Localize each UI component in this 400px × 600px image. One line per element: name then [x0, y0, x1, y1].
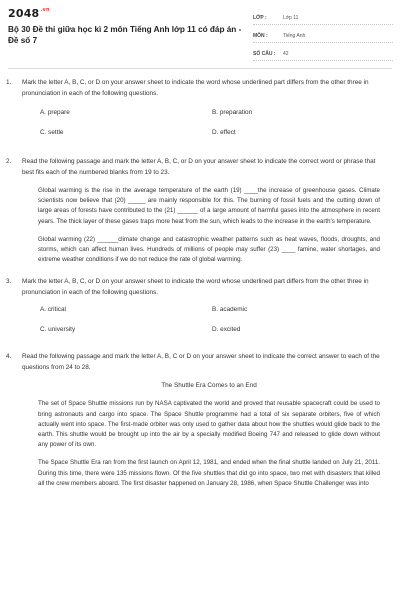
question-2-paragraph-2: Global warming (22) ______climate change and catastrophic weather patterns such as heat waves, floods, droughts, and storms, which can affect human lives. Hundreds of millions of people may suffer (23) ____ famine, water shortages, and extreme weather conditions if we do not reduce the rate of global warming. — [38, 235, 380, 264]
question-2-text: Read the following passage and mark the letter A, B, C, or D on your answer sheet to indicate the correct word or phrase that best fits each of the numbered blanks from 19 to 23. — [22, 158, 376, 176]
option-a[interactable]: A. prepare — [40, 109, 70, 116]
question-1: 1. Mark the letter A, B, C, or D on your answer sheet to indicate the word whose underlined part differs from the other three in pronunciation in each of the following questions. — [22, 78, 382, 99]
option-b[interactable]: B. academic — [212, 306, 248, 314]
question-4-text: Read the following passage and mark the letter A, B, C or D on your answer sheet to indicate the correct answer to each of the questions from 24 to 28. — [22, 353, 380, 371]
option-c[interactable]: C. settle — [40, 129, 64, 136]
option-b[interactable]: B. preparation — [212, 109, 253, 116]
meta-question-count: SỐ CÂU : 42 — [253, 47, 393, 61]
question-4-paragraph-1: The set of Space Shuttle missions run by NASA captivated the world and proved that reusable spacecraft could be used to bring astronauts and cargo into space. The Space Shuttle programme had a total of six separate orbiters, five of which actually went into space. The first-made orbiter was only used to gather data about how the shuttles would glide back to the earth. This shuttle would be brought up into the air by a specially modified Boeing 747 and released to glide down without any power of its own. — [38, 400, 380, 449]
question-4: 4. Read the following passage and mark the letter A, B, C or D on your answer sheet to indicate the correct answer to each of the questions from 24 to 28. — [22, 352, 382, 373]
question-2: 2. Read the following passage and mark the letter A, B, C, or D on your answer sheet to indicate the correct word or phrase that best fits each of the numbered blanks from 19 to 23. — [22, 157, 382, 178]
question-3: 3. Mark the letter A, B, C, or D on your answer sheet to indicate the word whose underlined part differs from the other three in pronunciation in each of the following questions. — [22, 277, 382, 298]
question-4-paragraph-2: The Space Shuttle Era ran from the first launch on April 12, 1981, and ended when the final shuttle landed on July 21, 2011. During this time, there were 135 missions flown. Of the five shuttles that did go into space, two met with disasters that killed all the crew members aboard. The first disaster happened on January 28, 1986, when Space Shuttle Challenger was into — [38, 459, 380, 487]
option-d[interactable]: D. excited — [212, 326, 241, 334]
option-d[interactable]: D. effect — [212, 129, 236, 136]
meta-class: LỚP : Lớp 11 — [253, 11, 393, 25]
document-title: Bộ 30 Đề thi giữa học kì 2 môn Tiếng Anh lớp 11 có đáp án - Đề số 7 — [8, 25, 242, 45]
exam-content — [0, 78, 400, 489]
passage-title: The Shuttle Era Comes to an End — [161, 382, 257, 390]
exam-meta — [253, 11, 393, 65]
question-1-options — [40, 109, 380, 149]
meta-subject: MÔN : Tiếng Anh — [253, 29, 393, 43]
question-2-paragraph-1: Global warming is the rise in the average temperature of the earth (19) ____the increase of greenhouse gases. Climate scientists now believe that (20) _____ are mainly responsible for this. The burning of fossil fuels and the cutting down of large areas of forests have contributed to the (21) ______ of a large amount of harmful gases into the atmosphere in recent years. The thick layer of these gases traps more heat from the sun, which leads to the increase in the earth's temperature. — [38, 187, 380, 225]
site-logo[interactable]: $2048^{.vn}$ — [8, 7, 50, 20]
header-divider — [8, 68, 392, 69]
question-3-options — [40, 306, 380, 346]
option-c[interactable]: C. university — [40, 326, 76, 334]
question-1-text: Mark the letter A, B, C, or D on your answer sheet to indicate the word whose underlined part differs from the other three in pronunciation in each of the following questions. — [22, 79, 369, 97]
page-header — [0, 0, 400, 62]
question-3-text: Mark the letter A, B, C, or D on your answer sheet to indicate the word whose underlined part differs from the other three in pronunciation in each of the following questions. — [22, 278, 369, 296]
option-a[interactable]: A. critical — [40, 306, 66, 314]
